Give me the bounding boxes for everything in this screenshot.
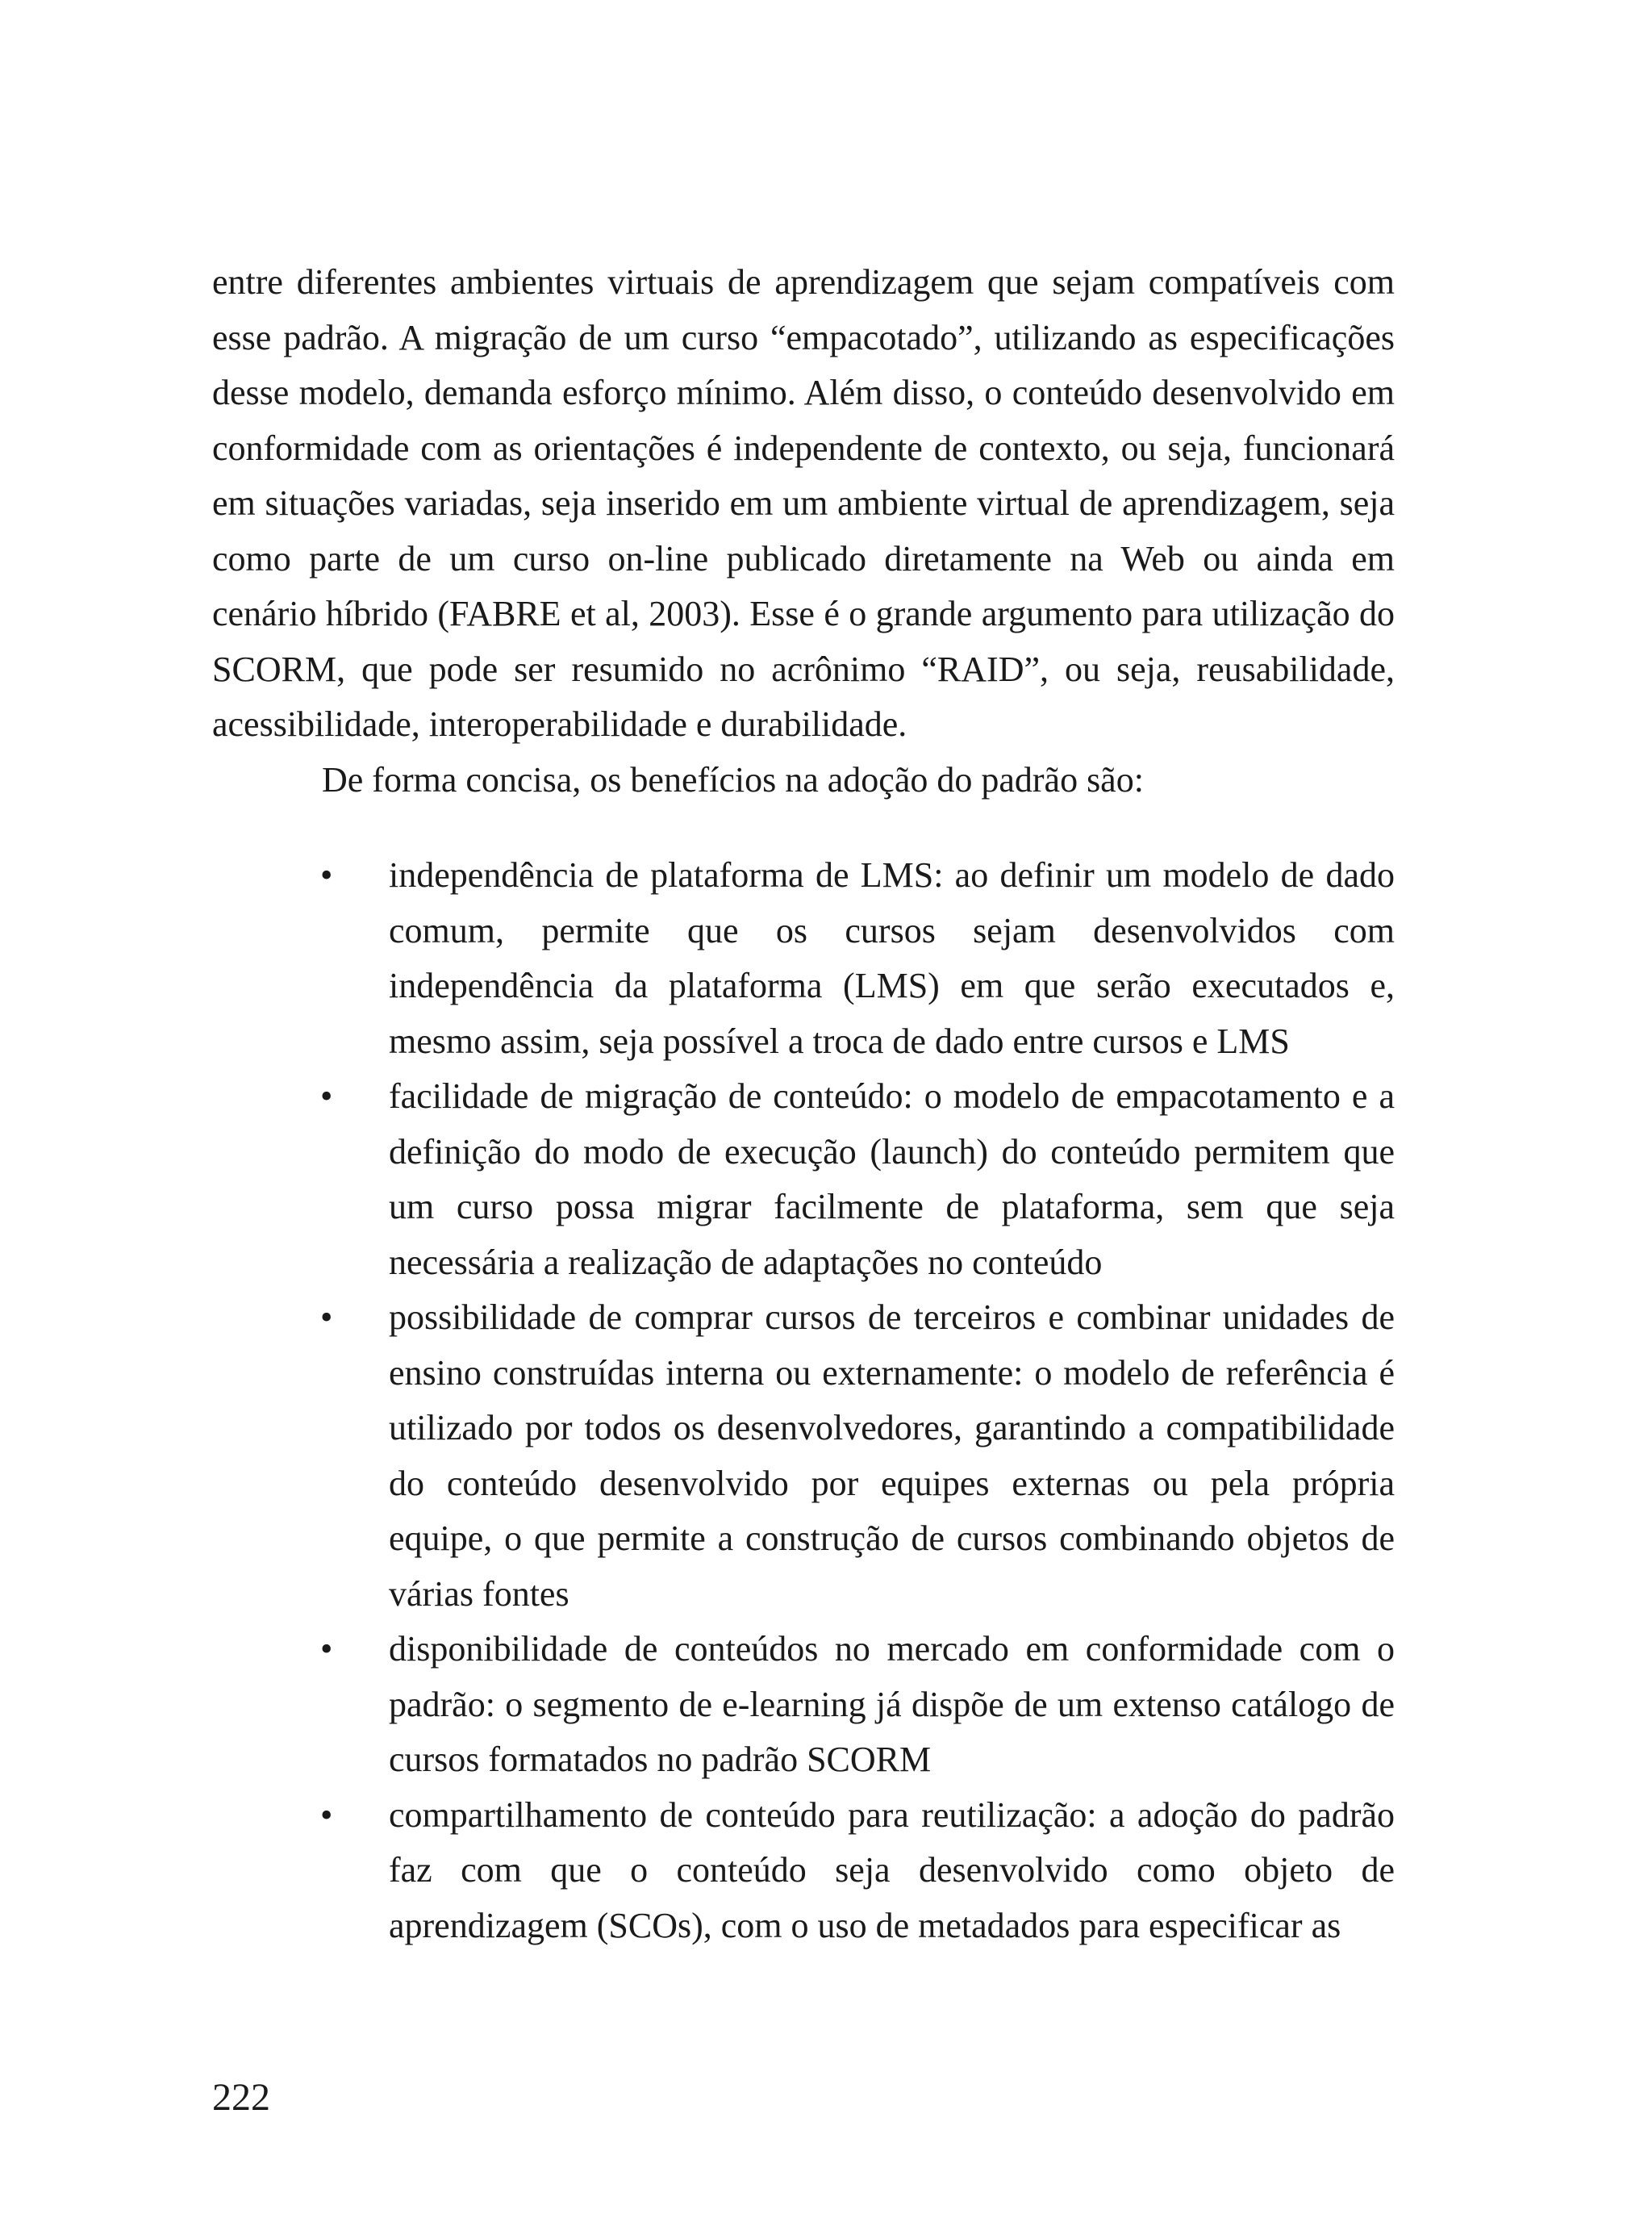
body-text	[212, 255, 1395, 1953]
list-item	[212, 1290, 1395, 1622]
list-item-text: independência de plataforma de LMS: ao definir um modelo de dado comum, permite que os cursos sejam desenvolvidos com independência da plataforma (LMS) em que serão executados e, mesmo assim, seja possível a troca de dado entre cursos e LMS	[389, 855, 1395, 1061]
bullet-icon: •	[320, 855, 333, 895]
list-item	[212, 1788, 1395, 1954]
list-item-text: compartilhamento de conteúdo para reutilização: a adoção do padrão faz com que o conteúdo seja desenvolvido como objeto de aprendizagem (SCOs), com o uso de metadados para especificar as	[389, 1794, 1395, 1945]
bullet-icon: •	[320, 1629, 333, 1669]
page-number: 222	[212, 2076, 270, 2119]
list-item-text: possibilidade de comprar cursos de terceiros e combinar unidades de ensino construídas interna ou externamente: o modelo de referência é utilizado por todos os desenvolvedores, garantindo a compatibilidade do conteúdo desenvolvido por equipes externas ou pela própria equipe, o que permite a construção de cursos combinando objetos de várias fontes	[389, 1297, 1395, 1614]
bullet-icon: •	[320, 1076, 333, 1116]
list-item-text: facilidade de migração de conteúdo: o modelo de empacotamento e a definição do modo de execução (launch) do conteúdo permitem que um curso possa migrar facilmente de plataforma, sem que seja necessária a realização de adaptações no conteúdo	[389, 1076, 1395, 1282]
bullet-icon: •	[320, 1794, 333, 1835]
bullet-icon: •	[320, 1297, 333, 1337]
list-item	[212, 848, 1395, 1069]
paragraph-intro-benefits: De forma concisa, os benefícios na adoção do padrão são:	[322, 759, 1144, 800]
list-item	[212, 1069, 1395, 1290]
benefits-list	[212, 848, 1395, 1953]
list-item	[212, 1622, 1395, 1788]
list-item-text: disponibilidade de conteúdos no mercado em conformidade com o padrão: o segmento de e-learning já dispõe de um extenso catálogo de cursos formatados no padrão SCORM	[389, 1629, 1395, 1779]
paragraph-continuation: entre diferentes ambientes virtuais de aprendizagem que sejam compatíveis com esse padrão. A migração de um curso “empacotado”, utilizando as especificações desse modelo, demanda esforço mínimo. Além disso, o conteúdo desenvolvido em conformidade com as orientações é independente de contexto, ou seja, funcionará em situações variadas, seja inserido em um ambiente virtual de aprendizagem, seja como parte de um curso on-line publicado diretamente na Web ou ainda em cenário híbrido (FABRE et al, 2003). Esse é o grande argumento para utilização do SCORM, que pode ser resumido no acrônimo “RAID”, ou seja, reusabilidade, acessibilidade, interoperabilidade e durabilidade.	[212, 262, 1395, 744]
